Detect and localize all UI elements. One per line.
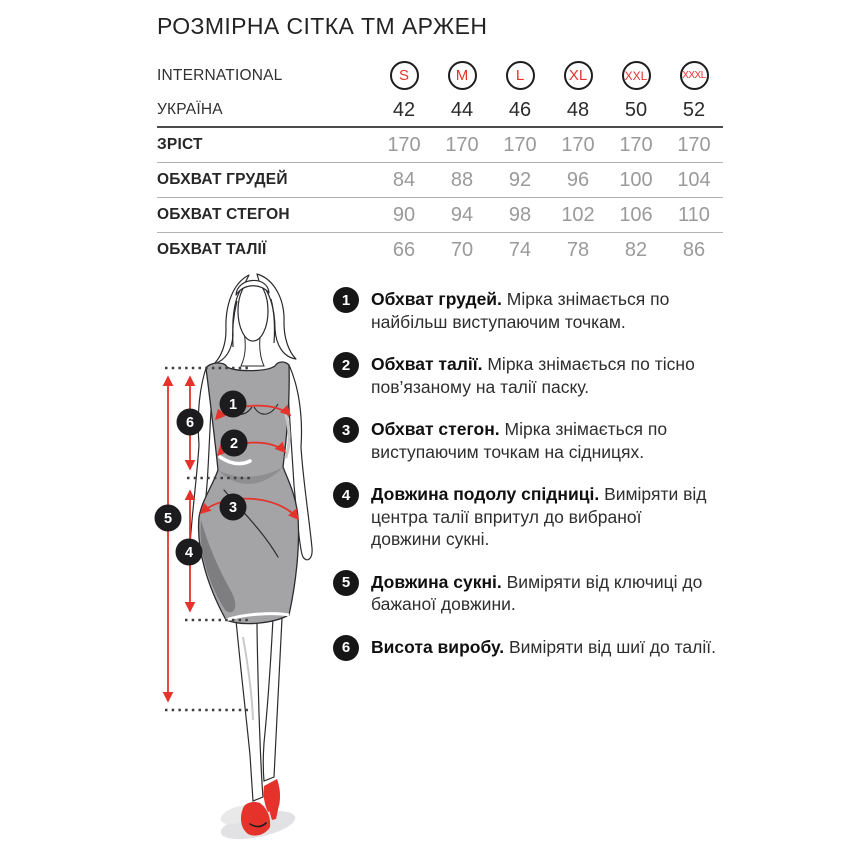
size-table: [157, 57, 723, 267]
size-circle-xxl: XXL: [622, 61, 651, 90]
legend-text: Довжина сукні. Виміряти від ключиці до бажаної довжини.: [371, 571, 703, 614]
ukraine-size: 44: [450, 98, 474, 121]
table-row-bust: [157, 163, 723, 197]
international-label: INTERNATIONAL: [157, 66, 283, 84]
legend-text: Обхват стегон. Мірка знімається по виступаючим точкам на сідницях.: [371, 419, 668, 462]
legend-item-dress-length: [333, 571, 723, 616]
legend-text: Обхват грудей. Мірка знімається по найбільш виступаючим точкам.: [371, 289, 670, 332]
legend-badge-2: 2: [333, 352, 359, 378]
table-value: 104: [677, 168, 711, 191]
table-value: 170: [503, 133, 537, 156]
ukraine-size: 50: [624, 98, 648, 121]
legend-item-hips: [333, 418, 723, 463]
figure-marker-4: [176, 539, 203, 566]
table-value: 170: [387, 133, 421, 156]
size-circle-s: S: [390, 61, 419, 90]
table-value: 170: [445, 133, 479, 156]
figure-marker-6: [177, 409, 204, 436]
table-value: 96: [566, 168, 590, 191]
figure-face: [238, 281, 268, 341]
page-title: РОЗМІРНА СІТКА ТМ АРЖЕН: [157, 13, 488, 39]
table-value: 110: [678, 203, 710, 226]
legend-item-bust: [333, 288, 723, 333]
ukraine-size: 42: [392, 98, 416, 121]
size-circle-xl: XL: [564, 61, 593, 90]
table-row-international: [157, 57, 723, 94]
svg-text:2: 2: [229, 436, 239, 452]
table-value: 106: [619, 203, 653, 226]
table-value: 170: [677, 133, 711, 156]
ukraine-size: 52: [682, 98, 706, 121]
table-value: 100: [619, 168, 653, 191]
row-label: ОБХВАТ СТЕГОН: [157, 206, 290, 223]
measurement-legend: [333, 288, 723, 661]
legend-badge-1: 1: [333, 287, 359, 313]
table-value: 78: [566, 238, 590, 261]
table-value: 70: [450, 238, 474, 261]
table-value: 94: [450, 203, 474, 226]
figure-marker-2: [221, 430, 248, 457]
measurement-figure: [140, 265, 350, 850]
table-value: 86: [682, 238, 706, 261]
figure-marker-3: [220, 494, 247, 521]
figure-marker-5: [155, 505, 182, 532]
svg-text:5: 5: [163, 511, 173, 527]
legend-item-skirt-length: [333, 483, 723, 551]
row-label: ОБХВАТ ГРУДЕЙ: [157, 171, 288, 188]
svg-text:6: 6: [185, 415, 195, 431]
figure-marker-1: [220, 391, 247, 418]
row-label: ОБХВАТ ТАЛІЇ: [157, 241, 267, 258]
table-value: 88: [450, 168, 474, 191]
table-row-hips: [157, 198, 723, 232]
legend-badge-5: 5: [333, 570, 359, 596]
table-value: 82: [624, 238, 648, 261]
table-value: 98: [508, 203, 532, 226]
table-value: 90: [392, 203, 416, 226]
table-value: 84: [392, 168, 416, 191]
table-row-waist: [157, 233, 723, 267]
legend-text: Обхват талії. Мірка знімається по тісно пов’язаному на талії паску.: [371, 354, 695, 397]
table-value: 74: [508, 238, 532, 261]
svg-text:3: 3: [228, 500, 238, 516]
legend-item-bodice-height: [333, 636, 723, 661]
table-row-ukraine: [157, 94, 723, 126]
svg-text:1: 1: [228, 397, 238, 413]
size-circle-m: M: [448, 61, 477, 90]
table-value: 92: [508, 168, 532, 191]
legend-text: Довжина подолу спідниці. Виміряти від центра талії впритул до вибраної довжини сукні.: [371, 484, 707, 549]
size-circle-xxxl: XXXL: [680, 61, 709, 90]
figure-legs: [236, 618, 282, 801]
svg-text:4: 4: [184, 545, 194, 561]
table-value: 102: [561, 203, 595, 226]
table-value: 170: [619, 133, 653, 156]
ukraine-size: 46: [508, 98, 532, 121]
ukraine-label: УКРАЇНА: [157, 101, 223, 118]
legend-item-waist: [333, 353, 723, 398]
table-value: 66: [392, 238, 416, 261]
size-circle-l: L: [506, 61, 535, 90]
row-label: ЗРІСТ: [157, 136, 203, 153]
ukraine-size: 48: [566, 98, 590, 121]
table-row-height: [157, 128, 723, 162]
legend-badge-3: 3: [333, 417, 359, 443]
legend-badge-6: 6: [333, 635, 359, 661]
figure-dress: [199, 362, 299, 624]
legend-badge-4: 4: [333, 482, 359, 508]
legend-text: Висота виробу. Виміряти від шиї до талії.: [371, 636, 716, 657]
table-value: 170: [561, 133, 595, 156]
